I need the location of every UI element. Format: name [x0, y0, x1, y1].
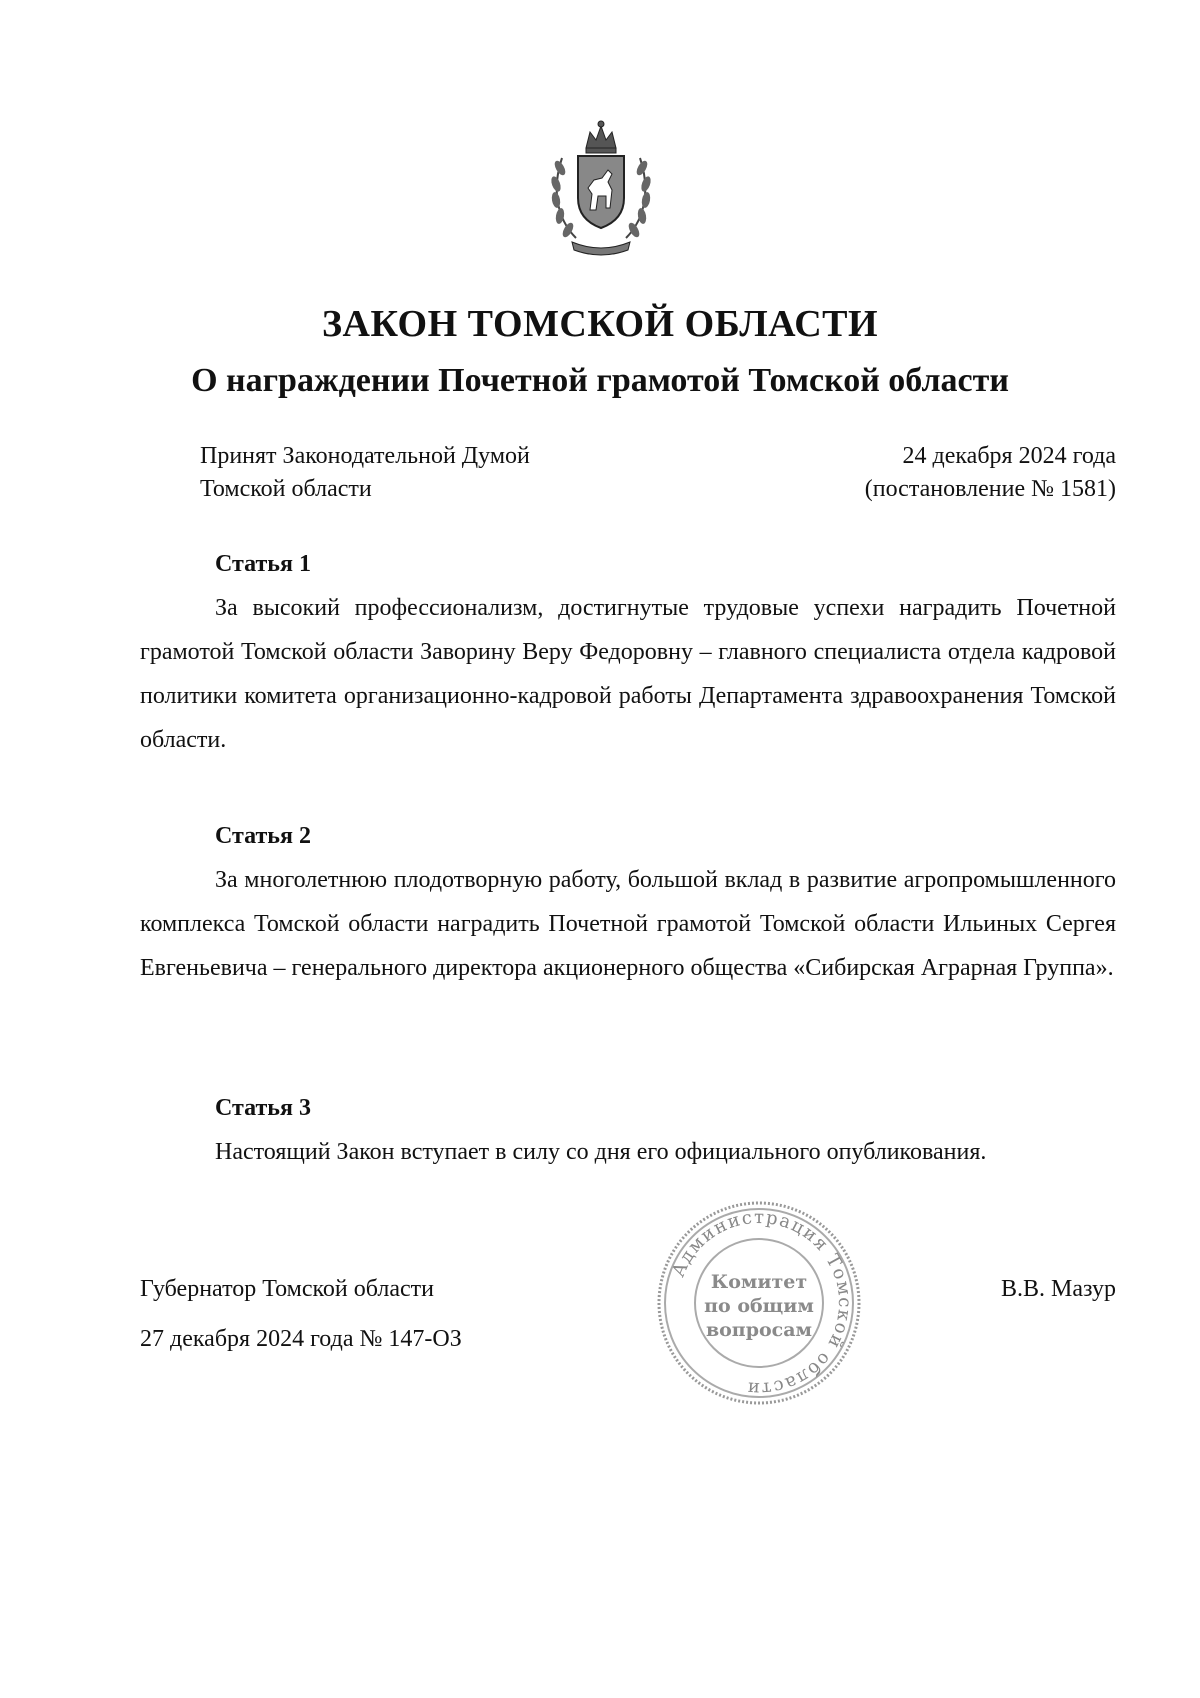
seal-center-line2: по общим	[704, 1295, 814, 1317]
seal-center-line3: вопросам	[705, 1319, 813, 1341]
signature-block	[140, 1264, 462, 1364]
adoption-body-line2: Томской области	[200, 476, 372, 502]
adoption-date-line: 24 декабря 2024 года	[902, 443, 1116, 469]
seal-ring-text: Администрация Томской области	[667, 1206, 856, 1400]
document-title: ЗАКОН ТОМСКОЙ ОБЛАСТИ	[321, 303, 879, 345]
official-seal	[652, 1196, 866, 1410]
adoption-date	[865, 440, 1116, 506]
signer-name: В.В. Мазур	[1001, 1276, 1116, 1302]
article-text: За многолетнюю плодотворную работу, большой вклад в развитие агропромышленного комплекса Томской области наградить Почетной грамотой Томской области Ильиных Сергея Евгеньевича – генерального директора акционерного общества «Сибирская Аграрная Группа».	[140, 867, 1116, 981]
signer-position: Губернатор Томской области	[140, 1276, 434, 1302]
adoption-body	[200, 440, 530, 506]
adoption-body-line1: Принят Законодательной Думой	[200, 443, 530, 469]
article-3	[140, 1086, 1116, 1174]
law-date-number: 27 декабря 2024 года № 147-ОЗ	[140, 1326, 462, 1352]
adoption-resolution-line: (постановление № 1581)	[864, 476, 1116, 502]
article-heading: Статья 1	[215, 551, 311, 577]
seal-center-line1: Комитет	[710, 1271, 808, 1293]
article-2	[140, 814, 1116, 990]
tomsk-coat-of-arms-icon	[546, 118, 656, 262]
article-text: Настоящий Закон вступает в силу со дня его официального опубликования.	[215, 1139, 987, 1165]
article-heading: Статья 2	[215, 823, 311, 849]
article-text: За высокий профессионализм, достигнутые трудовые успехи наградить Почетной грамотой Томской области Заворину Веру Федоровну – главного специалиста отдела кадровой политики комитета организационно-кадровой работы Департамента здравоохранения Томской области.	[140, 595, 1116, 753]
article-heading: Статья 3	[215, 1095, 311, 1121]
document-subtitle: О награждении Почетной грамотой Томской области	[191, 362, 1009, 399]
article-1	[140, 542, 1116, 762]
